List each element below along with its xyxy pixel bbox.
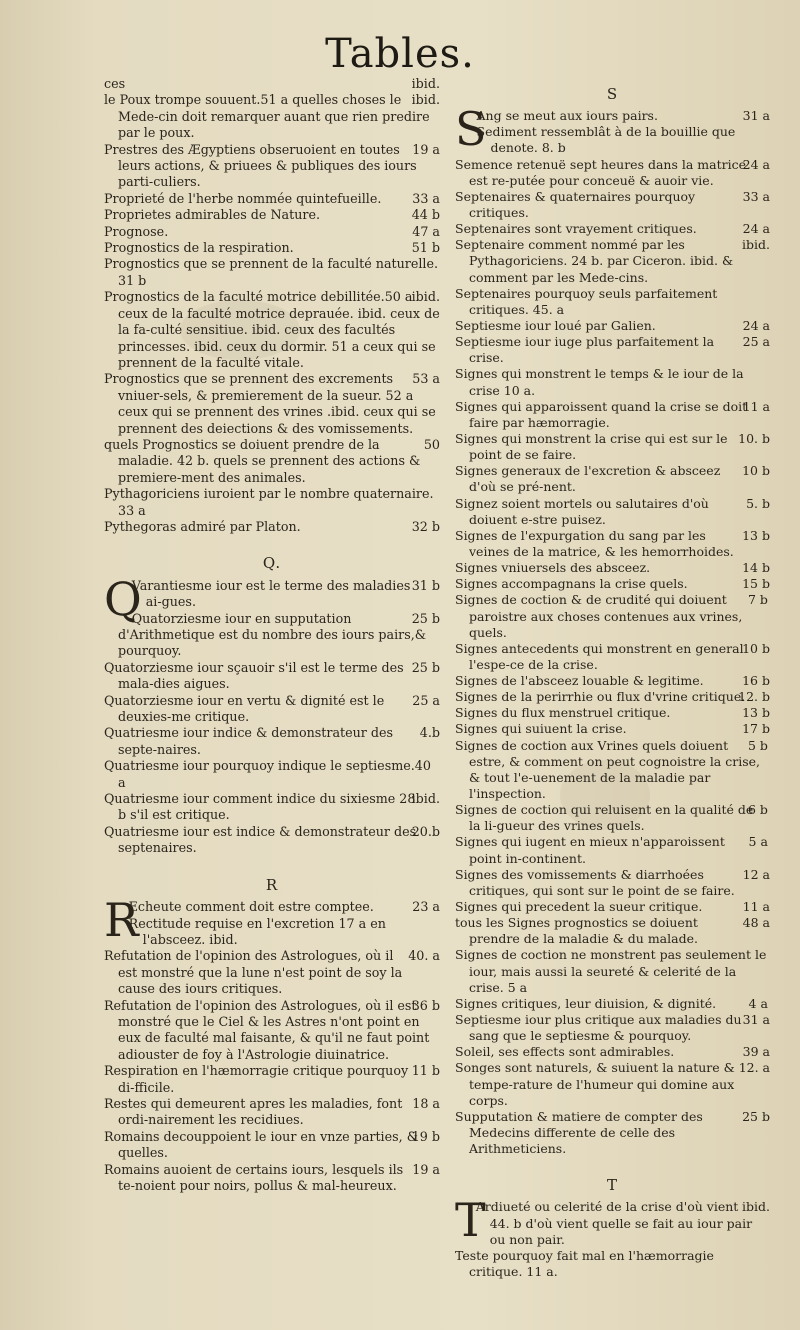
entry-page-ref: 5 b: [748, 737, 768, 753]
entry-text: Prognostics que se prennent des excrements vniuer-sels, & premierement de la sueur. 52 a ceux qui se prennent des vrines .ibid. ceux qui se prennent des deiections & des vomissements.: [104, 371, 436, 436]
drop-cap-r: R: [104, 893, 139, 948]
index-entry: [455, 1044, 770, 1060]
s-entries: [455, 102, 770, 1157]
index-entry: [455, 867, 770, 899]
entry-text: Pythegoras admiré par Platon.: [104, 518, 301, 534]
entry-text: Ang se meut aux iours pairs.: [476, 108, 658, 124]
entry-page-ref: 12. a: [738, 1060, 770, 1076]
index-entry: [455, 673, 770, 689]
index-entry: [104, 92, 440, 141]
drop-cap-s: S: [455, 102, 487, 157]
entry-text: Rectitude requise en l'excretion 17 a en l'absceez. ibid.: [128, 915, 386, 947]
entry-text: Signes antecedents qui monstrent en general l'espe-ce de la crise.: [455, 640, 744, 672]
index-entry: [455, 738, 770, 803]
entry-page-ref: 16 b: [742, 673, 770, 689]
entry-text: Signes qui apparoissent quand la crise se doit faire par hæmorragie.: [455, 398, 748, 430]
entry-page-ref: 13 b: [742, 705, 770, 721]
entry-text: Semence retenuë sept heures dans la matrice est re-putée pour conceuë & auoir vie.: [455, 156, 746, 188]
entry-text: Quatriesme iour comment indice du sixiesme 28 b s'il est critique.: [104, 791, 416, 823]
entry-page-ref: 40. a: [408, 948, 440, 964]
entry-page-ref: 11 a: [742, 398, 770, 414]
index-entry: [104, 76, 440, 92]
index-entry: [104, 289, 440, 371]
entry-page-ref: 10. b: [738, 430, 770, 446]
entry-page-ref: 19 a: [412, 1161, 440, 1177]
index-entry: [455, 463, 770, 495]
entry-page-ref: 7 b: [748, 592, 768, 608]
index-entry: [455, 221, 770, 237]
index-entry: [455, 496, 770, 528]
entry-text: Prognose.: [104, 223, 169, 239]
entry-page-ref: 33 a: [742, 188, 770, 204]
entry-page-ref: 44 b: [411, 207, 440, 223]
index-entry: [455, 802, 770, 834]
entry-text: Signes de l'absceez louable & legitime.: [455, 673, 704, 689]
entry-page-ref: 17 b: [742, 721, 770, 737]
entry-page-ref: 18 a: [412, 1095, 440, 1111]
section-s: [455, 102, 770, 1157]
index-entry: [104, 1162, 440, 1195]
index-entry: [104, 437, 440, 486]
entry-text: Septiesme iour plus critique aux maladies du sang que le septiesme & pourquoy.: [455, 1012, 742, 1044]
entry-text: Teste pourquoy fait mal en l'hæmorragie critique. 11 a.: [455, 1247, 714, 1279]
entry-text: Restes qui demeurent apres les maladies, font ordi-nairement les recidiues.: [104, 1095, 403, 1128]
index-entry: [455, 834, 770, 866]
entry-text: Signes qui iugent en mieux n'apparoissent point in-continent.: [455, 834, 725, 866]
index-entry: [455, 431, 770, 463]
index-entry: [455, 399, 770, 431]
entry-text: Romains auoient de certains iours, lesquels ils te-noient pour noirs, pollus & mal-heureux.: [104, 1161, 404, 1193]
entry-page-ref: 10 b: [742, 640, 770, 656]
index-entry: [455, 1060, 770, 1108]
entry-text: le Poux trompe souuent.51 a quelles choses le Mede-cin doit remarquer auant que rien predire par le poux.: [104, 92, 430, 141]
section-heading-r: R: [265, 875, 279, 894]
entry-text: Signes de coction & de crudité qui doiuent paroistre aux choses contenues aux vrines, quels.: [455, 592, 743, 640]
entry-page-ref: 4.b: [419, 725, 440, 741]
entry-text: Septenaire comment nommé par les Pythagoriciens. 24 b. par Ciceron. ibid. & comment par les Mede-cins.: [455, 237, 734, 285]
entry-text: Signes de coction aux Vrines quels doiuent estre, & comment on peut cognoistre la crise, & tout l'e-uenement de la maladie par l'inspection.: [455, 737, 760, 802]
entry-page-ref: 6 b: [748, 802, 768, 818]
section-heading-t: T: [606, 1176, 618, 1195]
entry-text: Prognostics de la respiration.: [104, 240, 294, 256]
t-entries: [455, 1193, 770, 1280]
entry-text: Quatriesme iour indice & demonstrateur des septe-naires.: [104, 725, 394, 757]
entry-page-ref: 50: [423, 436, 440, 452]
index-entry: [104, 693, 440, 726]
left-entries: [104, 76, 440, 535]
entry-page-ref: ibid.: [742, 237, 770, 253]
entry-page-ref: 33 a: [412, 190, 440, 206]
index-entry: [455, 592, 770, 640]
entry-page-ref: ibid.: [411, 289, 440, 305]
entry-text: Proprieté de l'herbe nommée quintefueille.: [104, 190, 382, 206]
index-entry: [455, 1193, 770, 1248]
index-entry: [104, 660, 440, 693]
entry-page-ref: 39 a: [742, 1044, 770, 1060]
entry-text: Septiesme iour loué par Galien.: [455, 317, 656, 333]
entry-page-ref: 31 a: [742, 108, 770, 124]
index-entry: [455, 560, 770, 576]
entry-page-ref: 5. b: [746, 495, 770, 511]
index-entry: [104, 519, 440, 535]
entry-text: tous les Signes prognostics se doiuent prendre de la maladie & du malade.: [455, 915, 698, 947]
index-entry: [104, 256, 440, 289]
index-entry: [455, 237, 770, 285]
entry-page-ref: 47 a: [412, 223, 440, 239]
index-entry: [455, 366, 770, 398]
entry-text: Quatorziesme iour sçauoir s'il est le terme des mala-dies aigues.: [104, 659, 404, 692]
entry-page-ref: 31 a: [742, 1012, 770, 1028]
index-entry: [104, 371, 440, 437]
entry-page-ref: 25 a: [742, 334, 770, 350]
entry-text: Varantiesme iour est le terme des maladies ai-gues.: [131, 577, 411, 610]
entry-text: Ardiueté ou celerité de la crise d'où vient 44. b d'où vient quelle se fait au iour pair ou non pair.: [475, 1199, 753, 1247]
entry-page-ref: 14 b: [742, 560, 770, 576]
entry-text: Refutation de l'opinion des Astrologues, où il est monstré que la lune n'est point de soy la cause des iours critiques.: [104, 948, 403, 997]
entry-text: Signes du flux menstruel critique.: [455, 705, 671, 721]
index-entry: [455, 721, 770, 737]
entry-text: Signes vniuersels des absceez.: [455, 560, 651, 576]
entry-text: Signes qui monstrent la crise qui est sur le point de se faire.: [455, 430, 728, 463]
entry-page-ref: ibid.: [411, 76, 440, 91]
page-title: Tables.: [325, 31, 475, 77]
index-entry: [455, 1109, 770, 1157]
r-entries: [104, 893, 440, 1194]
index-entry: [455, 899, 770, 915]
drop-cap-q: Q: [104, 571, 142, 626]
entry-text: Signes de coction ne monstrent pas seulement le iour, mais aussi la seureté & celerité de la crise. 5 a: [455, 947, 767, 995]
entry-page-ref: 15 b: [742, 576, 770, 592]
entry-page-ref: 12 a: [742, 866, 770, 882]
entry-text: Signes accompagnans la crise quels.: [455, 576, 688, 592]
section-t: [455, 1193, 770, 1280]
entry-text: Sediment ressemblât à de la bouillie que denote. 8. b: [476, 124, 736, 156]
entry-text: Refutation de l'opinion des Astrologues, où il est monstré que le Ciel & les Astres n'ont point en eux de faculté mal faisante, & qu'il ne faut point adiouster de foy à l'Astrologie diuinatrice.: [104, 997, 430, 1062]
entry-text: Prognostics que se prennent de la faculté naturelle. 31 b: [104, 256, 439, 288]
index-entry: [104, 578, 440, 611]
index-entry: [455, 108, 770, 124]
entry-page-ref: 32 b: [411, 518, 440, 534]
index-entry: [455, 705, 770, 721]
entry-page-ref: 12. b: [738, 689, 770, 705]
index-entry: [455, 189, 770, 221]
entry-page-ref: 4 a: [748, 995, 768, 1011]
index-entry: [455, 1012, 770, 1044]
index-entry: [455, 996, 770, 1012]
index-entry: [455, 124, 770, 156]
index-entry: [104, 1063, 440, 1096]
entry-page-ref: 24 a: [742, 156, 770, 172]
entry-page-ref: 11 a: [742, 899, 770, 915]
entry-text: Signes qui suiuent la crise.: [455, 721, 627, 737]
index-entry: [104, 142, 440, 191]
right-column: [455, 76, 770, 1280]
entry-text: Septenaires sont vrayement critiques.: [455, 221, 697, 237]
entry-text: Quatorziesme iour en vertu & dignité est le deuxies-me critique.: [104, 692, 385, 725]
index-entry: [104, 207, 440, 223]
entry-text: Signez soient mortels ou salutaires d'où doiuent e-stre puisez.: [455, 495, 709, 527]
index-entry: [104, 899, 440, 915]
index-entry: [104, 1129, 440, 1162]
drop-cap-t: T: [455, 1193, 486, 1248]
entry-page-ref: 25 b: [411, 659, 440, 675]
index-entry: [104, 611, 440, 660]
entry-page-ref: 20.b: [411, 823, 440, 839]
entry-page-ref: 48 a: [742, 915, 770, 931]
entry-page-ref: 31 b: [411, 577, 440, 593]
entry-text: Prestres des Ægyptiens obseruoient en toutes leurs actions, & priuees & publiques des iours parti-culiers.: [104, 141, 417, 190]
index-entry: [455, 576, 770, 592]
index-entry: [104, 725, 440, 758]
entry-text: Septenaires & quaternaires pourquoy critiques.: [455, 188, 696, 220]
index-entry: [104, 191, 440, 207]
index-entry: [455, 947, 770, 995]
entry-text: Septiesme iour iuge plus parfaitement la crise.: [455, 334, 715, 366]
entry-text: Signes de la perirrhie ou flux d'vrine critique.: [455, 689, 746, 705]
entry-text: Signes qui monstrent le temps & le iour de la crise 10 a.: [455, 366, 744, 398]
entry-page-ref: 51 b: [411, 240, 440, 256]
entry-page-ref: 25 a: [412, 692, 440, 708]
q-entries: [104, 571, 440, 857]
section-r: [104, 893, 440, 1194]
index-entry: [104, 824, 440, 857]
entry-text: Soleil, ses effects sont admirables.: [455, 1044, 675, 1060]
section-heading-s: S: [606, 85, 619, 103]
index-entry: [455, 528, 770, 560]
section-q: [104, 571, 440, 857]
entry-page-ref: ibid.: [411, 92, 440, 108]
entry-page-ref: ibid.: [411, 791, 440, 807]
entry-page-ref: 24 a: [742, 221, 770, 237]
index-entry: [455, 334, 770, 366]
index-entry: [104, 486, 440, 519]
entry-text: Prognostics de la faculté motrice debillitée.50 a ceux de la faculté motrice deprauée. ibid. ceux de la fa-culté sensitiue. ibid. ceux des facultés princesses. ibid. ceux du dormir. 51 a ceux qui se prennent de la faculté vitale.: [104, 289, 440, 370]
entry-text: Signes qui precedent la sueur critique.: [455, 899, 703, 915]
entry-text: Proprietes admirables de Nature.: [104, 207, 320, 223]
entry-text: Quatriesme iour est indice & demonstrateur des septenaires.: [104, 823, 417, 856]
index-entry: [455, 641, 770, 673]
entry-text: Signes de coction qui reluisent en la qualité de la li-gueur des vrines quels.: [455, 802, 754, 834]
index-entry: [104, 1096, 440, 1129]
index-entry: [455, 286, 770, 318]
entry-text: Echeute comment doit estre comptee.: [128, 899, 374, 915]
entry-page-ref: ibid.: [742, 1199, 770, 1215]
entry-text: Signes des vomissements & diarrhoées critiques, qui sont sur le point de se faire.: [455, 866, 735, 898]
index-entry: [455, 157, 770, 189]
entry-page-ref: 24 a: [742, 317, 770, 333]
entry-text: Signes de l'expurgation du sang par les veines de la matrice, & les hemorrhoides.: [455, 527, 734, 559]
index-entry: [104, 224, 440, 240]
index-entry: [455, 915, 770, 947]
entry-text: Respiration en l'hæmorragie critique pourquoy di-fficile.: [104, 1063, 409, 1095]
entry-text: Supputation & matiere de compter des Medecins differente de celle des Arithmeticiens.: [455, 1108, 703, 1157]
entry-page-ref: 5 a: [748, 834, 768, 850]
index-entry: [104, 998, 440, 1064]
entry-page-ref: 13 b: [742, 527, 770, 543]
entry-page-ref: 23 a: [412, 899, 440, 915]
entry-text: Septenaires pourquoy seuls parfaitement critiques. 45. a: [455, 285, 718, 317]
entry-text: Signes generaux de l'excretion & absceez d'où se pré-nent.: [455, 463, 721, 495]
entry-text: ces: [104, 76, 126, 91]
index-entry: [104, 948, 440, 997]
index-entry: [104, 758, 440, 791]
section-heading-q: Q.: [262, 554, 282, 573]
entry-page-ref: 10 b: [742, 463, 770, 479]
entry-page-ref: 25 b: [411, 610, 440, 626]
entry-text: Signes critiques, leur diuision, & dignité.: [455, 995, 717, 1011]
entry-page-ref: 25 b: [742, 1108, 770, 1124]
entry-page-ref: 19 a: [412, 141, 440, 157]
index-entry: [455, 1248, 770, 1280]
entry-page-ref: 53 a: [412, 371, 440, 387]
entry-text: quels Prognostics se doiuent prendre de la maladie. 42 b. quels se prennent des actions & premiere-ment des animales.: [104, 436, 421, 485]
entry-page-ref: 19 b: [411, 1128, 440, 1144]
entry-text: Pythagoriciens iuroient par le nombre quaternaire. 33 a: [104, 486, 434, 518]
left-column: [104, 76, 440, 1194]
entry-text: Songes sont naturels, & suiuent la nature & tempe-rature de l'humeur qui domine aux corps.: [455, 1060, 735, 1108]
index-entry: [104, 916, 440, 949]
entry-page-ref: 11 b: [411, 1063, 440, 1079]
index-entry: [104, 240, 440, 256]
index-entry: [104, 791, 440, 824]
index-entry: [455, 318, 770, 334]
index-entry: [455, 689, 770, 705]
entry-text: Romains decouppoient le iour en vnze parties, & quelles.: [104, 1128, 418, 1161]
entry-page-ref: 36 b: [411, 997, 440, 1013]
entry-text: Quatriesme iour pourquoy indique le septiesme.40 a: [104, 758, 431, 790]
entry-text: Quatorziesme iour en supputation d'Arithmetique est du nombre des iours pairs,& pourquoy.: [118, 610, 427, 659]
